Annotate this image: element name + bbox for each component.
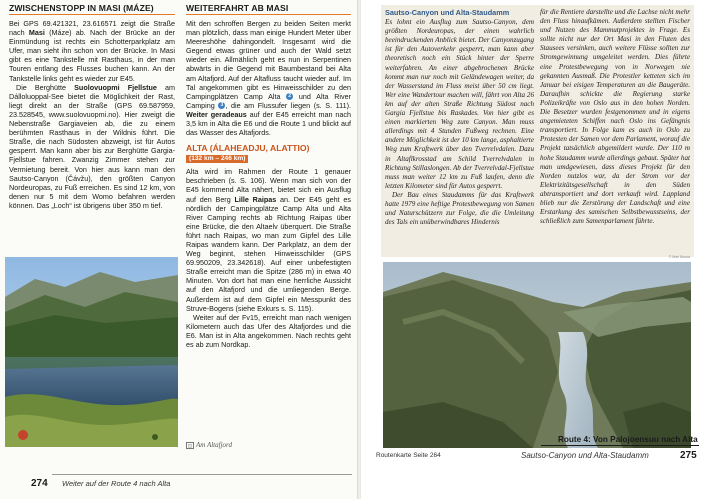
text: und Alta River Camping [186, 91, 351, 110]
info-box-title: Sautso-Canyon und Alta-Staudamm [385, 8, 510, 17]
text: an. Der E45 geht es nördlich der Campingplätze Camp Alta und Alta River Camping rechts ab Richtung Raipas über eine Brücke, die den Altaelv überquert. Die Straße führt nach Raipas, wo man zum Gipfel des Lille Raipas wandern kann. Der Parkplatz, an dem der Weg beginnt, stehen Hinweisschilder (GPS 69.950209, 23.342618). Auf einer unbefestigten Straße erreicht man die Spitze (286 m) in etwa 40 Minuten. Von dort hat man eine herrliche Aussicht auf den Altafjord und die umliegenden Berge. Außerdem ist auf dem Gipfel ein Messpunkt des Struve-Bogens (siehe Exkurs s. S. 115). [186, 194, 351, 313]
map-marker-badge: 2 [286, 93, 293, 100]
bold-text: Weiter geradeaus [186, 109, 247, 119]
text: (Máze) ab. Nach der Brücke an der Einmündung ist rechts ein Schotterparkplatz am Ufer, man sieht ihn schon von der Brücke. In Masi gibt es eine Tankstelle mit Rasthaus, in der man Touren entlang des Flusses buchen kann. An der Tankstelle links geht es wieder zur E45. [9, 28, 175, 83]
footer-route-text: Weiter auf der Route 4 nach Alta [62, 479, 171, 488]
place-name: Lille Raipas [234, 194, 277, 204]
text: am Dálloluoppal-See bietet die Möglichkeit der Rast, liegt direkt an der Straße (GPS 69.587959, 23.528545, www.suolovuopmi.no). Hier zweigt die Nebenstraße Gargiaveien ab, die zu einem berühmten Rasthaus in der Wildnis führt. Die Straße, die nach Südosten abzweigt, ist für Autos gesperrt. Man kann aber bis zur Berghütte Gargia-Fjellstue fahren. Zwanzig Zimmer stehen zur Vermietung bereit. Von hier aus kann man den Sautso-Canyon (Čávžu), den größten Canyon Nordeuropas, zu Fuß erreichen. Es sind 12 km, von denen nur 5 mit dem Womo befahren werden können. Das „Loch“ ist übrigens über 350 m tief. [9, 82, 175, 210]
text: Die Berghütte [16, 82, 75, 92]
caption-text: Am Altafjord [196, 441, 232, 449]
text: Alta wird im Rahmen der Route 1 genauer beschrieben (s. S. 106). Wenn man sich von der E45 kommend Alta nähert, bietet sich ein Ausflug auf den Berg [186, 167, 351, 204]
photo-sautso-canyon [383, 262, 691, 448]
camera-icon: ◫ [187, 442, 193, 448]
paragraph: Weiter auf der Fv15, erreicht man nach wenigen Kilometern auch das Ufer des Altafjordes und die E6. Man ist in Alta angekommen. Nach rechts geht es ab zum Nordkap. [186, 312, 351, 349]
left-page [0, 0, 357, 499]
route-title-underline [541, 445, 699, 446]
right-page [361, 0, 720, 499]
page-number-left: 274 [31, 478, 48, 489]
paragraph [9, 83, 175, 210]
text: Bei GPS 69.421321, 23.616571 zeigt die Straße nach [9, 19, 175, 38]
left-column-1 [9, 3, 175, 210]
photo-caption [186, 441, 232, 449]
route-subtitle: Sautso-Canyon und Alta-Staudamm [521, 451, 649, 460]
fjord-landscape-image [5, 257, 178, 447]
text: , die am Flussufer liegen (s. S. 111). [225, 100, 351, 110]
section-heading-masi: ZWISCHENSTOPP IN MASI (MÁZE) [9, 3, 175, 15]
canyon-landscape-image [383, 262, 691, 448]
footer-map-reference: Routenkarte Seite 264 [376, 452, 441, 459]
text: auf der E45 erreicht man nach 3,5 km in Alta die E6 und die Route 1 und blickt auf das Wasser des Altafjords. [186, 109, 352, 138]
info-box-text: Der Bau eines Staudamms für das Kraftwerk hatte 1979 eine heftige Protestbewegung von Samen und Naturschützern zur Folge, die die Umleitung des Tals ein unüberwindbares Hindernis [385, 190, 534, 227]
photo-credit: © Mari Bonsa [668, 255, 690, 259]
info-box-column-1 [385, 8, 534, 227]
section-heading-alta: ALTA (ÁLAHEADJU, ALATTIO) [186, 143, 310, 154]
left-footer [0, 469, 357, 499]
text: Mit den schroffen Bergen zu beiden Seiten merkt man plötzlich, dass man einige Hundert Meter über Meereshöhe dahingondelt. Insgesamt wird die Gegend etwas grüner und auch der Wald setzt wieder ein. Allmählich geht es nun in Serpentinen abwärts in die Gegend mit Baumbestand bei Alta am Altafjord. Auf der Altafluss taucht wieder auf. Im Tal angekommen gibt es Hinweisschilder zu den Campingplätzen Camp Alta [186, 19, 351, 101]
route-title: Route 4: Von Palojoensuu nach Alta [558, 435, 698, 444]
page-number-right: 275 [680, 450, 697, 461]
paragraph [186, 167, 351, 313]
paragraph [186, 19, 351, 137]
place-name: Suolovuopmi Fjellstue [74, 82, 157, 92]
place-name: Masi [28, 28, 45, 38]
distance-tag: (132 km – 246 km) [186, 155, 248, 163]
info-box-sautso [381, 5, 694, 257]
map-marker-badge: 3 [218, 102, 225, 109]
info-box-column-2 [540, 8, 690, 226]
info-box-text: Es lohnt ein Ausflug zum Sautso-Canyon, dem größten Nordeuropas, der einen wahrlich beeindruckenden Anblick bietet. Der Canyonzugang ist für den Autoverkehr gesperrt, man kann aber theoretisch noch ein Stück hinter der Sperre weiterfahren. An einer abgebrochenen Brücke kommt man nur noch mit Geländewagen weiter, da der Wasserstand im Fluss meist über 50 cm liegt. Wer eine Wandertour machen will, fährt von Alta 26 km auf der alten Straße Richtung Südost nach Gargia Fjellstue bis Raskades. Von hier gibt es einen markierten Weg zum Canyon. Man muss allerdings mit 4 Stunden Fußweg rechnen. Eine andere Möglichkeit ist der 10 km lange, asphaltierte Weg zum Kraftwerk über den Tverrelvdalen. Dazu in Altaflkrosstad am Schild Tverrelvdalen in Richtung Stillaslongen. Ab der Tverrelvdal-Fjellstue muss man weiter 12 km zu Fuß laufen, denn die letzten Kilometer sind für Autos gesperrt. [385, 18, 534, 190]
section-heading-weiterfahrt: WEITERFAHRT AB MASI [186, 3, 351, 15]
left-column-2 [186, 3, 351, 349]
paragraph [9, 19, 175, 83]
info-box-text: für die Rentiere darstellte und die Lachse nicht mehr den Fluss hinaufkämen. Außerdem stellten Fischer und Nutzen des Mammutprojektes in Frage. Es sollte nicht nur der Ort Masi in den Fluten des Stausees versinken, auch weitere Flüsse sollten zur Stromgewinnung umgeleitet werden. Dies führte eine Protestbewegung von in Norwegen nie gekannten Ausmaß. Die Protestler ketteten sich im Januar bei eisigen Temperaturen an die Baugeräte. Daraufhin schickte die Regierung starke Polizeikräfte von Oslo aus in den hohen Norden. Die Besetzer wurden festgenommen und in eigens angemieteten Schiffen nach Oslo ins Gefängnis transportiert. In Folge kam es auch in Oslo zu Protesten der Samen vor dem Parlament, worauf die Projekt tatsächlich abgemildert wurde. Der 110 m hohe Staudamm wurde allerdings gebaut. Später hat man umdgewiesen, dass dieses Projekt für den Norden nutzlos war, da der Strom vor der Elektrizitätsgesellschaft in den Süden abtransportiert und dort verkauft wird. Lappland blieb nur die Zerstörung der Landschaft und eine Erstarkung des samischen Selbstbewusstseins, der schließlich zum Samenparlament führte. [540, 8, 690, 226]
photo-altafjord [5, 257, 178, 447]
